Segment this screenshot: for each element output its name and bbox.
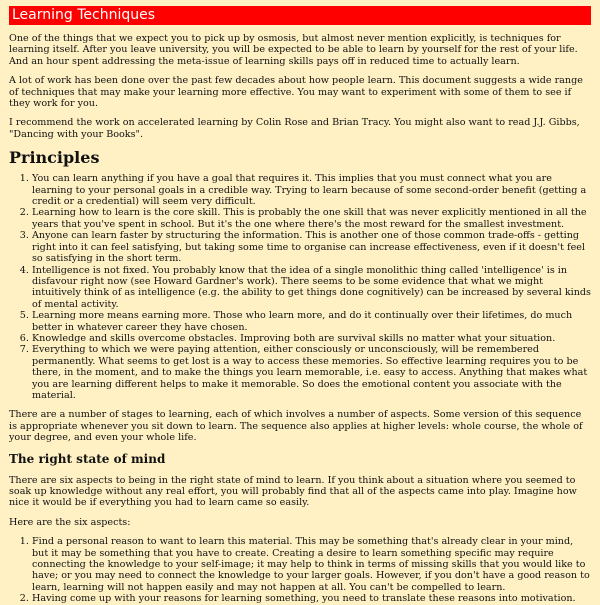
- list-item: 4. Intelligence is not fixed. You probably know that the idea of a single monolithic thing called 'intelligence' is in disfavour right now (see Howard Gardner's work). There seems to be some evidence that what we might intuitively think of as intelligence (e.g. the ability to get things done cognitively) can be increased by several kinds of mental activity.: [32, 265, 591, 311]
- principles-heading: Principles: [9, 148, 100, 168]
- list-item: 6. Knowledge and skills overcome obstacles. Improving both are survival skills no matter what your situation.: [32, 333, 591, 344]
- stages-paragraph: There are a number of stages to learning, each of which involves a number of aspects. Some version of this sequence is appropriate whenever you sit down to learn. The sequence also applies at higher levels: whole course, the whole of your degree, and even your whole life.: [9, 409, 583, 444]
- intro-paragraph-2: A lot of work has been done over the past few decades about how people learn. This document suggests a wide range of techniques that may make your learning more effective. You may want to experiment with some of them to see if they work for you.: [9, 75, 583, 110]
- list-item: 1. You can learn anything if you have a goal that requires it. This implies that you must connect what you are learning to your personal goals in a credible way. Trying to learn because of some second-order benefit (getting a credit or a credential) will seem very difficult.: [32, 173, 591, 207]
- intro-paragraph-1: One of the things that we expect you to pick up by osmosis, but almost never mention explicitly, is techniques for learning itself. After you leave university, you will be expected to be able to learn by yourself for the rest of your life. And an hour spent addressing the meta-issue of learning skills pays off in reduced time to actually learn.: [9, 33, 578, 67]
- principles-list: [9, 173, 591, 401]
- intro-paragraph-3: I recommend the work on accelerated learning by Colin Rose and Brian Tracy. You might also want to read J.J. Gibbs, "Dancing with your Books".: [9, 117, 580, 140]
- list-item: 1. Find a personal reason to want to learn this material. This may be something that's already clear in your mind, but it may be something that you have to create. Creating a desire to learn something specific may require connecting the knowledge to your self-image; it may help to think in terms of missing skills that you would like to have; or you may need to connect the knowledge to your larger goals. However, if you don't have a good reason to learn, learning will not happen easily and may not happen at all. You can't be compelled to learn.: [32, 536, 591, 593]
- list-item: 7. Everything to which we were paying attention, either consciously or unconsciously, will be remembered permanently. What seems to get lost is a way to access these memories. So effective learning requires you to be there, in the moment, and to make the things you learn memorable, i.e. easy to access. Anything that makes what you are learning different helps to make it memorable. So does the emotional content you associate with the material.: [32, 344, 591, 401]
- page-title: Learning Techniques: [9, 6, 591, 25]
- list-item: 2. Learning how to learn is the core skill. This is probably the one skill that was never explicitly mentioned in all the years that you've spent in school. But it's the one where there's the most reward for the smallest investment.: [32, 207, 591, 230]
- state-of-mind-paragraph: There are six aspects to being in the right state of mind to learn. If you think about a situation where you seemed to soak up knowledge without any real effort, you will probably find that all of the aspects came into play. Imagine how nice it would be if everything you had to learn came so easily.: [9, 474, 577, 509]
- aspects-intro: Here are the six aspects:: [9, 516, 131, 528]
- list-item: 5. Learning more means earning more. Those who learn more, and do it continually over their lifetimes, do much better in whatever career they have chosen.: [32, 310, 591, 333]
- aspects-list: [9, 536, 591, 604]
- list-item: 2. Having come up with your reasons for learning something, you need to translate these reasons into motivation.: [32, 593, 591, 604]
- list-item: 3. Anyone can learn faster by structuring the information. This is another one of those common trade-offs - getting right into it can feel satisfying, but taking some time to organise can increase effectiveness, even if it doesn't feel so satisfying in the short term.: [32, 230, 591, 264]
- state-of-mind-heading: The right state of mind: [9, 451, 166, 466]
